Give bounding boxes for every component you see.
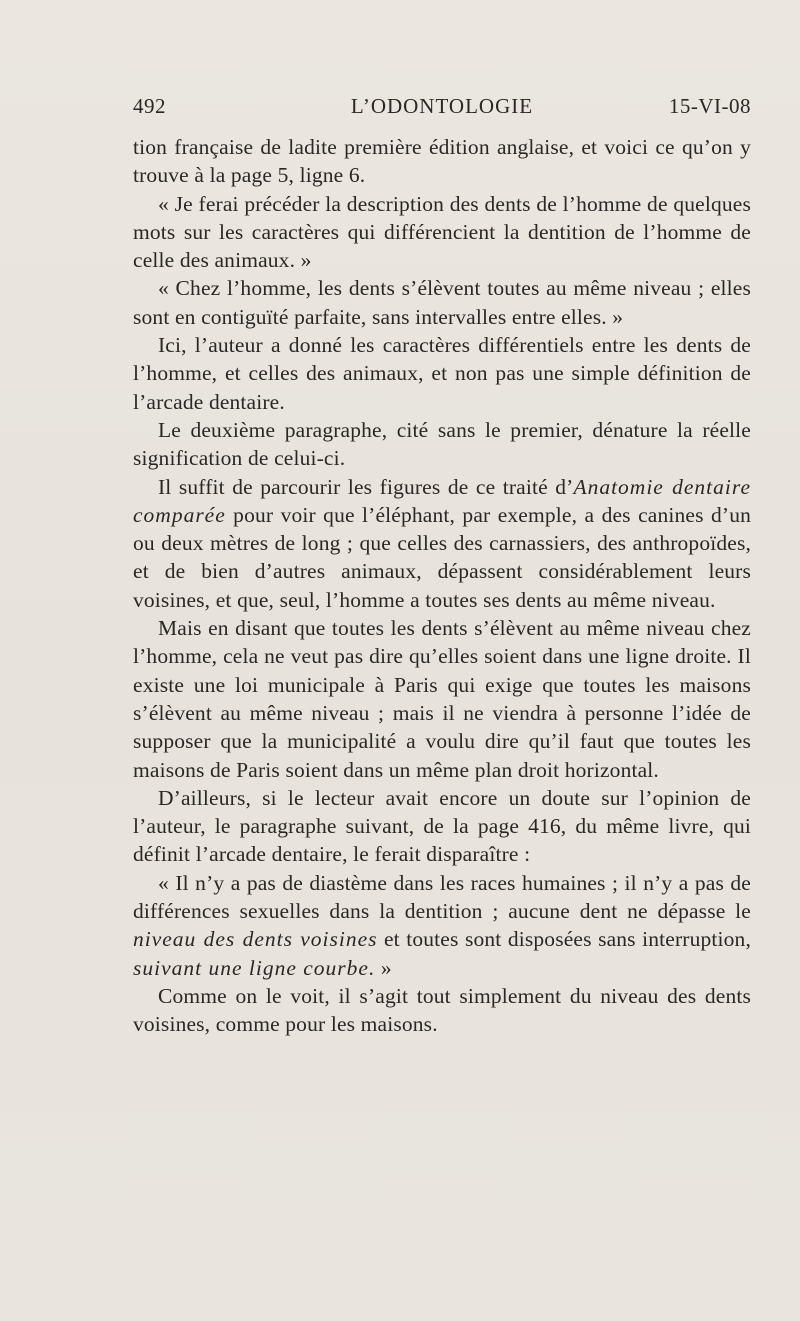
page-number: 492 <box>133 94 166 118</box>
italic-text: Anatomie dentaire comparée <box>133 474 751 527</box>
paragraph <box>133 133 751 190</box>
paragraph-text: Ici, l’auteur a donné les caractères différentiels entre les dents de l’homme, et celles des animaux, et non pas une simple définition de l’arcade dentaire. <box>133 333 751 414</box>
paragraph-text: Comme on le voit, il s’agit tout simplement du niveau des dents voisines, comme pour les maisons. <box>133 983 751 1037</box>
paragraph-text: « Chez l’homme, les dents s’élèvent toutes au même niveau ; elles sont en contiguïté parfaite, sans intervalles entre elles. » <box>133 276 751 329</box>
paragraph <box>133 473 751 614</box>
paragraph <box>133 982 751 1039</box>
paragraph-text: Mais en disant que toutes les dents s’élèvent au même niveau chez l’homme, cela ne veut pas dire qu’elles soient dans une ligne droite. Il existe une loi municipale à Paris qui exige que toutes les maisons s’élèvent au même niveau ; mais il ne viendra à personne l’idée de supposer que la municipalité a voulu dire qu’il faut que toutes les maisons de Paris soient dans un même plan droit horizontal. <box>133 616 751 782</box>
italic-text: niveau des dents voisines <box>133 927 378 952</box>
running-header <box>133 94 751 128</box>
paragraph <box>133 614 751 784</box>
paragraph-text: Il suffit de parcourir les figures de ce traité d’ <box>158 474 574 499</box>
paragraph-text: D’ailleurs, si le lecteur avait encore un doute sur l’opinion de l’auteur, le paragraphe suivant, de la page 416, du même livre, qui définit l’arcade dentaire, le ferait disparaître : <box>133 785 751 867</box>
body-text <box>133 133 751 1039</box>
paragraph-text: « Il n’y a pas de diastème dans les races humaines ; il n’y a pas de différences sexuelles dans la dentition ; aucune dent ne dépasse le <box>133 870 751 924</box>
paragraph-text: tion française de ladite première édition anglaise, et voici ce qu’on y trouve à la page 5, ligne 6. <box>133 135 751 188</box>
paragraph <box>133 274 751 331</box>
italic-text: suivant une ligne courbe. <box>133 955 376 980</box>
paragraph-text: Le deuxième paragraphe, cité sans le premier, dénature la réelle signification de celui-ci. <box>133 417 751 471</box>
paragraph <box>133 331 751 416</box>
paragraph <box>133 869 751 982</box>
paragraph-text: pour voir que l’éléphant, par exemple, a des canines d’un ou deux mètres de long ; que celles des carnassiers, des anthropoïdes, et de bien d’autres animaux, dépassent considérablement leurs voisines, et que, seul, l’homme a toutes ses dents au même niveau. <box>133 502 751 612</box>
paragraph <box>133 416 751 473</box>
paragraph-text: » <box>375 955 392 980</box>
paragraph-text: et toutes sont disposées sans interruption, <box>377 927 751 952</box>
paragraph <box>133 190 751 275</box>
paragraph <box>133 784 751 869</box>
issue-date: 15-VI-08 <box>668 94 751 118</box>
running-title: L’ODONTOLOGIE <box>350 94 534 118</box>
paragraph-text: « Je ferai précéder la description des dents de l’homme de quelques mots sur les caractères qui différencient la dentition de l’homme de celle des animaux. » <box>133 191 751 273</box>
